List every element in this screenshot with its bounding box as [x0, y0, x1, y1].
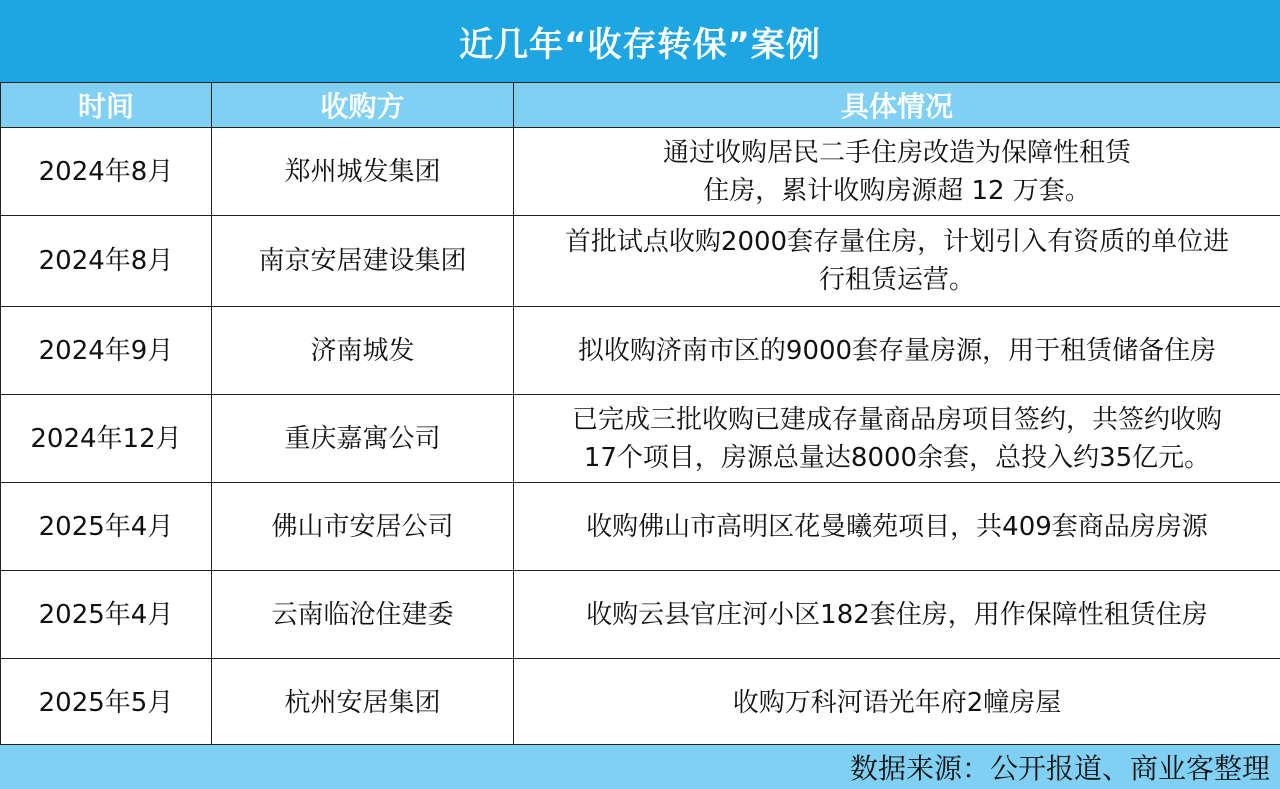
cell-date: 2024年8月 — [1, 216, 212, 307]
cell-detail — [514, 659, 1280, 747]
cell-date: 2024年9月 — [1, 307, 212, 395]
table-row — [1, 395, 1280, 483]
cell-detail — [514, 395, 1280, 483]
cell-date: 2025年4月 — [1, 483, 212, 571]
table-row — [1, 483, 1280, 571]
table-row — [1, 128, 1280, 216]
cell-date: 2025年5月 — [1, 659, 212, 747]
source-text: 数据来源：公开报道、商业客整理 — [849, 752, 1270, 785]
header-row — [1, 83, 1280, 128]
cell-date: 2024年8月 — [1, 128, 212, 216]
cell-detail — [514, 483, 1280, 571]
detail-line: 住房，累计收购房源超 12 万套。 — [703, 175, 1091, 206]
detail-line: 收购佛山市高明区花曼曦苑项目，共409套商品房房源 — [586, 511, 1208, 542]
cell-buyer: 重庆嘉寓公司 — [212, 395, 514, 483]
source-note — [0, 744, 1280, 789]
detail-line: 通过收购居民二手住房改造为保障性租赁 — [662, 137, 1131, 168]
detail-line: 已完成三批收购已建成存量商品房项目签约，共签约收购 — [571, 404, 1222, 435]
table-row — [1, 216, 1280, 307]
cell-buyer: 郑州城发集团 — [212, 128, 514, 216]
cell-detail — [514, 216, 1280, 307]
cell-date: 2024年12月 — [1, 395, 212, 483]
cell-detail — [514, 571, 1280, 659]
table-row — [1, 307, 1280, 395]
header-buyer: 收购方 — [212, 83, 514, 128]
cell-buyer: 云南临沧住建委 — [212, 571, 514, 659]
detail-line: 拟收购济南市区的9000套存量房源，用于租赁储备住房 — [577, 335, 1217, 366]
cell-detail — [514, 128, 1280, 216]
cell-buyer: 佛山市安居公司 — [212, 483, 514, 571]
detail-line: 收购万科河语光年府2幢房屋 — [732, 687, 1062, 718]
cell-date: 2025年4月 — [1, 571, 212, 659]
table-title: 近几年“收存转保”案例 — [0, 0, 1280, 82]
cell-detail — [514, 307, 1280, 395]
detail-line: 首批试点收购2000套存量住房，计划引入有资质的单位进 — [564, 227, 1230, 257]
table-row — [1, 571, 1280, 659]
detail-line: 17个项目，房源总量达8000余套，总投入约35亿元。 — [583, 442, 1211, 473]
header-detail: 具体情况 — [514, 83, 1280, 128]
cell-buyer: 南京安居建设集团 — [212, 216, 514, 307]
cell-buyer: 济南城发 — [212, 307, 514, 395]
cell-buyer: 杭州安居集团 — [212, 659, 514, 747]
cases-table — [0, 82, 1280, 747]
detail-line: 收购云县官庄河小区182套住房，用作保障性租赁住房 — [586, 599, 1208, 630]
header-date: 时间 — [1, 83, 212, 128]
detail-line: 行租赁运营。 — [818, 265, 975, 295]
table-row — [1, 659, 1280, 747]
